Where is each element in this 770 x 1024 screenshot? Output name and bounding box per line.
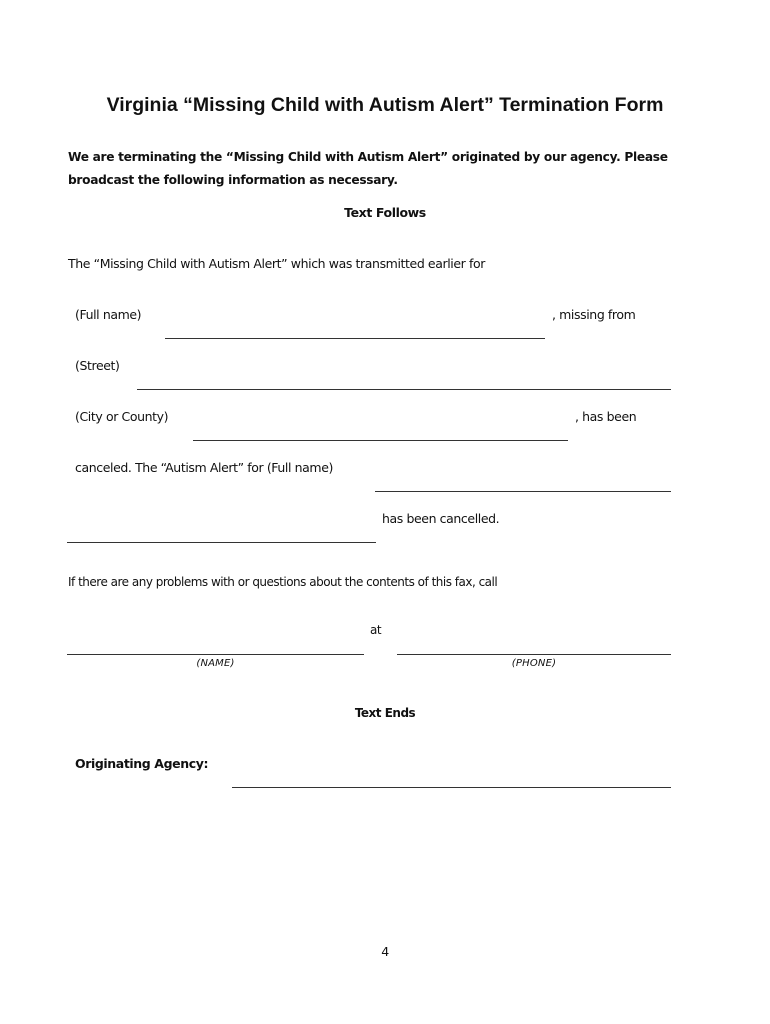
page-title: Virginia “Missing Child with Autism Alert” Termination Form xyxy=(106,94,664,116)
has-been-cancelled-text: has been cancelled. xyxy=(382,511,500,526)
originating-agency-label: Originating Agency: xyxy=(75,756,209,771)
transmitted-sentence: The “Missing Child with Autism Alert” which was transmitted earlier for xyxy=(68,256,485,271)
has-been-text: , has been xyxy=(575,409,637,424)
city-label: (City or County) xyxy=(75,409,169,424)
autism-alert-name-field[interactable] xyxy=(375,491,671,492)
full-name-label: (Full name) xyxy=(75,307,142,322)
city-field[interactable] xyxy=(193,440,568,441)
street-field[interactable] xyxy=(137,389,671,390)
contact-phone-field[interactable] xyxy=(397,654,671,655)
text-follows-heading: Text Follows xyxy=(344,205,426,220)
intro-paragraph: We are terminating the “Missing Child with Autism Alert” originated by our agency. Please broadcast the following information as necessary. xyxy=(68,150,668,187)
canceled-sentence: canceled. The “Autism Alert” for (Full name) xyxy=(75,460,333,475)
name-caption: (NAME) xyxy=(196,658,235,669)
autism-alert-name-field-continued[interactable] xyxy=(67,542,376,543)
text-ends-heading: Text Ends xyxy=(354,706,416,720)
full-name-field[interactable] xyxy=(165,338,545,339)
originating-agency-field[interactable] xyxy=(232,787,671,788)
problems-sentence: If there are any problems with or questions about the contents of this fax, call xyxy=(68,575,498,589)
street-label: (Street) xyxy=(75,358,120,373)
at-text: at xyxy=(370,623,382,637)
phone-caption: (PHONE) xyxy=(511,658,557,669)
missing-from-text: , missing from xyxy=(552,307,636,322)
page-number: 4 xyxy=(381,944,389,959)
contact-name-field[interactable] xyxy=(67,654,364,655)
